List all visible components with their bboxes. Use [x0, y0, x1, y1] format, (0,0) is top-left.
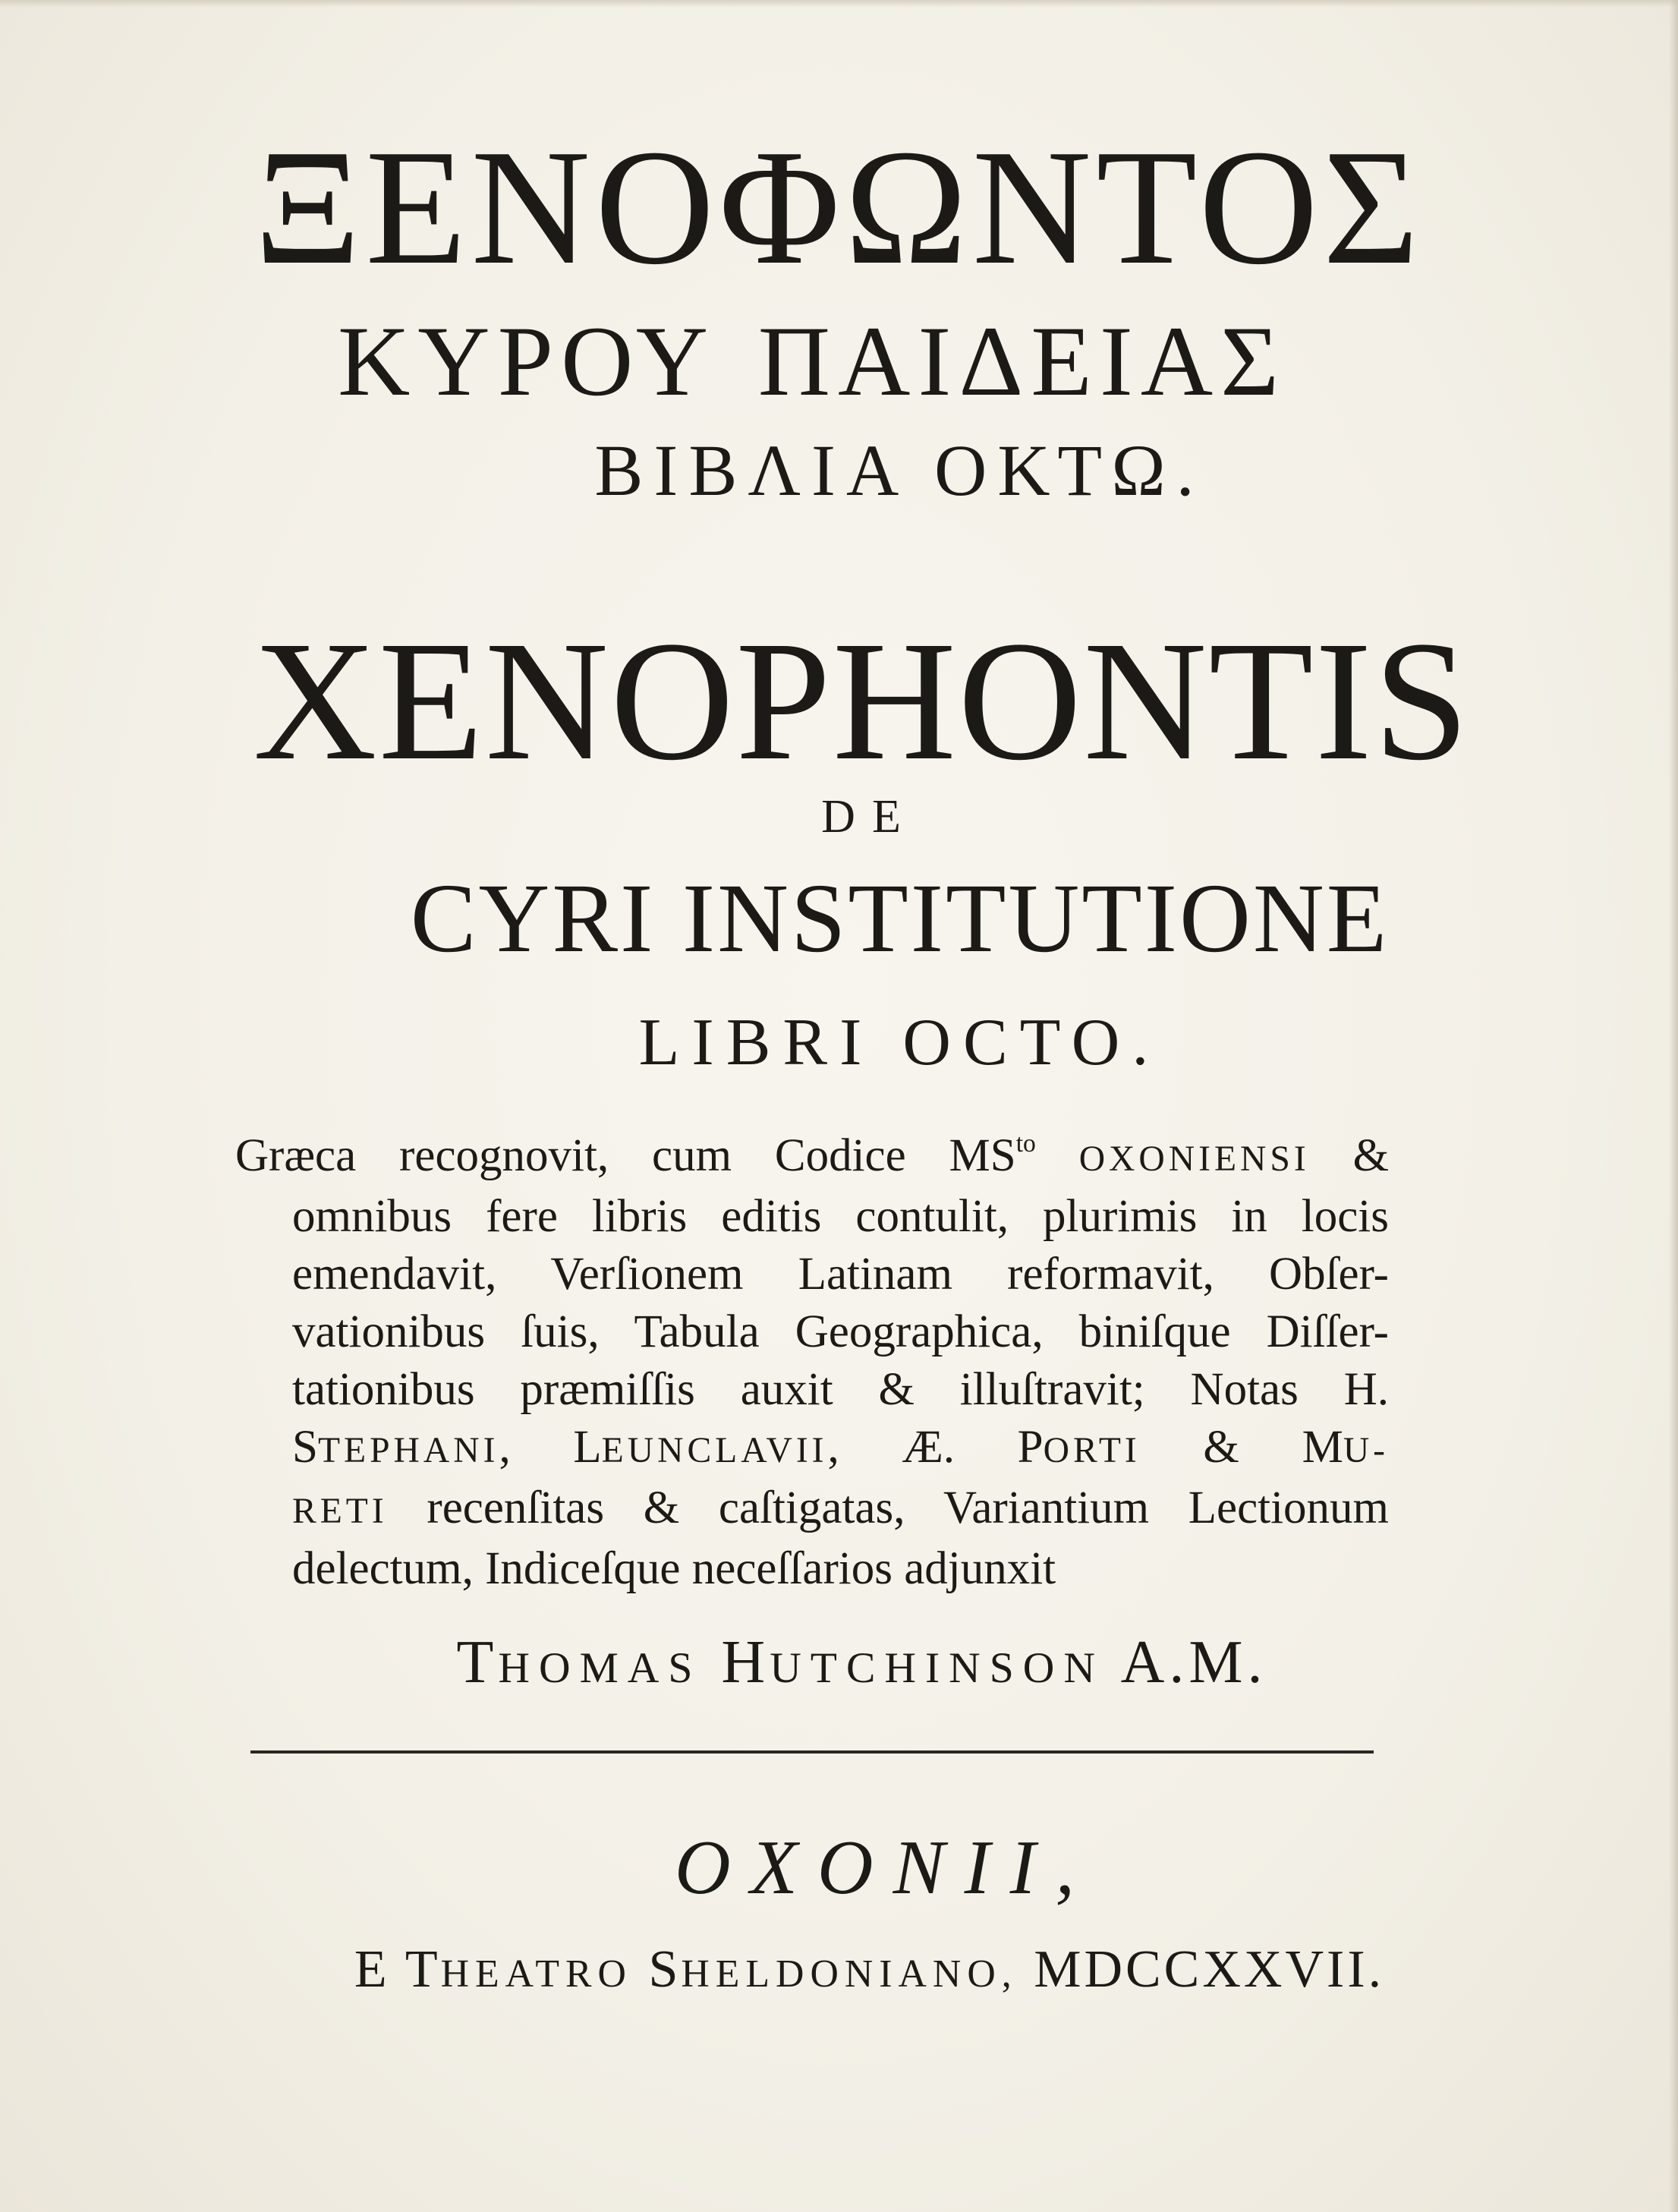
page-top-edge [0, 0, 1678, 8]
comma-2: , [827, 1422, 839, 1473]
porti-smallcaps: ORTI [1043, 1431, 1141, 1470]
mureti-initial: M [1302, 1422, 1343, 1473]
editor-last-initial: H [721, 1629, 770, 1696]
imprint-publisher [0, 1940, 1678, 1999]
stephani-smallcaps: TEPHANI [317, 1431, 499, 1470]
manuscript-superscript: to [1015, 1129, 1036, 1158]
latin-books: LIBRI OCTO. [638, 1006, 1161, 1079]
greek-subtitle-right: ΠΑΙΔΕΙΑΣ [757, 305, 1286, 417]
horizontal-rule [250, 1750, 1374, 1754]
para-line-4: vationibus ſuis, Tabula Geographica, biniſque Diſſer- [292, 1306, 1389, 1357]
editor-first-name: HOMAS [498, 1644, 702, 1692]
imprint-e: E [354, 1940, 390, 1999]
sheldoniano-smallcaps: HELDONIANO, [681, 1952, 1018, 1996]
latin-author-title: XENOPHONTIS [253, 606, 1471, 796]
latin-de: DE [821, 791, 918, 843]
description-paragraph [235, 1127, 1389, 1598]
latin-work-title: CYRI INSTITUTIONE [410, 864, 1390, 973]
imprint-place: OXONII, [674, 1825, 1095, 1911]
comma-1: , [499, 1422, 511, 1473]
greek-subtitle-left: ΚΥΡΟΥ [338, 305, 716, 417]
porti-initial: P [1017, 1422, 1044, 1473]
para-line-1-text: Græca recognovit, cum Codice MS [235, 1130, 1016, 1181]
para-line-7-text: recenſitas & caſtigatas, Variantium Lectionum [427, 1483, 1389, 1533]
para-line-1 [235, 1127, 1389, 1188]
editor-name [0, 1629, 1678, 1696]
mureti-smallcaps-end: RETI [292, 1492, 388, 1531]
mureti-smallcaps-start: U- [1343, 1431, 1390, 1470]
editor-degree: A.M. [1120, 1629, 1267, 1696]
sheldoniano-initial: S [648, 1940, 682, 1999]
leunclavii-smallcaps: EUNCLAVII [601, 1431, 828, 1470]
editor-last-name: UTCHINSON [770, 1644, 1104, 1692]
para-line-7 [292, 1479, 1389, 1540]
para-line-8: delectum, Indiceſque neceſſarios adjunxit [292, 1543, 1056, 1594]
para-line-1-amp: & [1352, 1130, 1390, 1181]
theatro-initial: T [405, 1940, 441, 1999]
theatro-smallcaps: HEATRO [440, 1952, 632, 1996]
greek-author-title: ΞΕΝΟΦΩΝΤΟΣ [254, 116, 1424, 299]
leunclavii-initial: L [573, 1422, 602, 1473]
para-line-2: omnibus fere libris editis contulit, plurimis in locis [292, 1191, 1389, 1242]
amp-2: & [1203, 1422, 1239, 1473]
imprint-year: MDCCXXVII. [1034, 1940, 1385, 1999]
editor-first-initial: T [456, 1629, 499, 1696]
para-line-5: tationibus præmiſſis auxit & illuſtravit; Notas H. [292, 1364, 1389, 1415]
stephani-initial: S [292, 1422, 318, 1473]
ae-initial: Æ. [902, 1422, 955, 1473]
para-line-3: emendavit, Verſionem Latinam reformavit, Obſer- [292, 1249, 1389, 1300]
greek-work-title [338, 305, 1286, 417]
para-line-6 [292, 1419, 1389, 1479]
oxoniensi-smallcaps: OXONIENSI [1078, 1139, 1310, 1179]
greek-books: ΒΙΒΛΙΑ ΟΚΤΩ. [594, 430, 1205, 511]
